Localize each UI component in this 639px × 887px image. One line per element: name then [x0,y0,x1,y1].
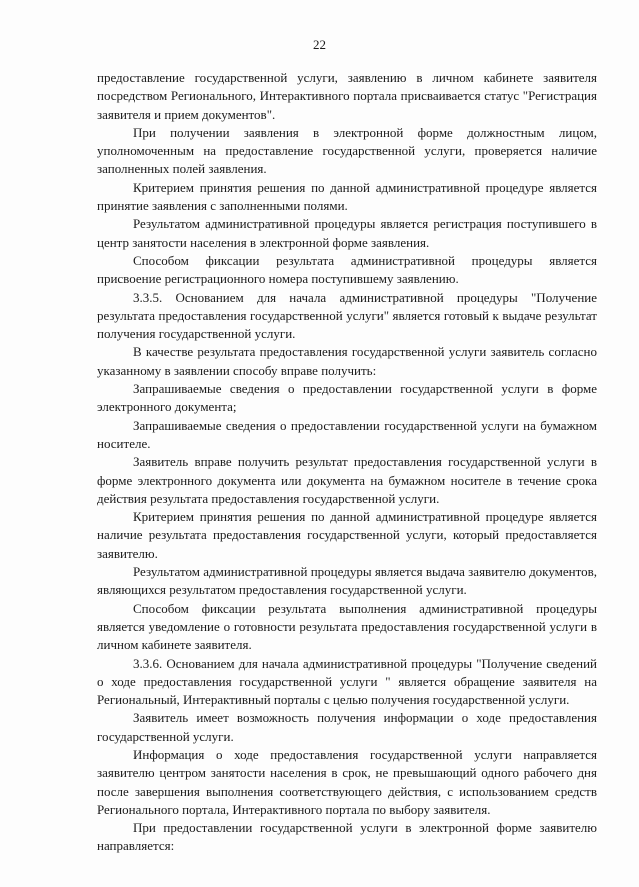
paragraph: Результатом административной процедуры является регистрация поступившего в центр занятости населения в электронной форме заявления. [97,216,597,250]
document-body [97,69,597,856]
paragraph: При предоставлении государственной услуги в электронной форме заявителю направляется: [97,820,597,854]
paragraph: При получении заявления в электронной форме должностным лицом, уполномоченным на предоставление государственной услуги, проверяется наличие заполненных полей заявления. [97,124,597,177]
paragraph: Заявитель имеет возможность получения информации о ходе предоставления государственной услуги. [97,710,597,744]
paragraph: предоставление государственной услуги, заявлению в личном кабинете заявителя посредством Регионального, Интерактивного портала присваивается статус "Регистрация заявителя и прием документов". [97,70,597,122]
page-number: 22 [313,37,326,52]
paragraph: Критерием принятия решения по данной административной процедуре является принятие заявления с заполненными полями. [97,179,597,214]
paragraph: Результатом административной процедуры является выдача заявителю документов, являющихся результатом предоставления государственной услуги. [97,564,597,598]
paragraph: Информация о ходе предоставления государственной услуги направляется заявителю центром занятости населения в срок, не превышающий одного рабочего дня после завершения выполнения соответствующего действия, с использованием средств Регионального портала, Интерактивного портала по выбору заявителя. [97,746,597,817]
paragraph: В качестве результата предоставления государственной услуги заявитель согласно указанному в заявлении способу вправе получить: [97,344,597,378]
paragraph: Критерием принятия решения по данной административной процедуре является наличие результата предоставления государственной услуги, который предоставляется заявителю. [97,509,597,561]
paragraph: Заявитель вправе получить результат предоставления государственной услуги в форме электронного документа или документа на бумажном носителе в течение срока действия результата предоставления государственной услуги. [97,454,597,506]
paragraph: Запрашиваемые сведения о предоставлении государственной услуги в форме электронного документа; [97,381,597,415]
paragraph: 3.3.6. Основанием для начала административной процедуры "Получение сведений о ходе предоставления государственной услуги " является обращение заявителя на Региональный, Интерактивный порталы с целью получения государственной услуги. [97,655,597,708]
paragraph: Запрашиваемые сведения о предоставлении государственной услуги на бумажном носителе. [97,417,597,451]
paragraph: Способом фиксации результата выполнения административной процедуры является уведомление о готовности результата предоставления государственной услуги в личном кабинете заявителя. [97,600,597,653]
paragraph: Способом фиксации результата административной процедуры является присвоение регистрационного номера поступившему заявлению. [97,252,597,287]
paragraph: 3.3.5. Основанием для начала административной процедуры "Получение результата предоставления государственной услуги" является готовый к выдаче результат получения государственной услуги. [97,289,597,342]
